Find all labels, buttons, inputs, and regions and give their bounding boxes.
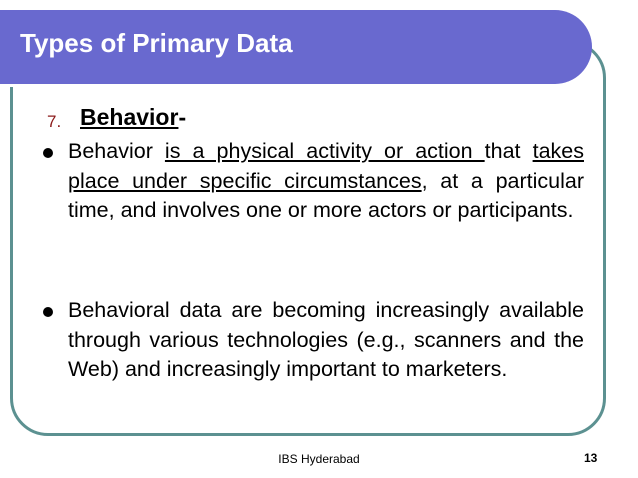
item-heading — [80, 104, 186, 131]
bullet-1-underlined-text: takes place under specific circumstances — [68, 139, 584, 193]
bullet-icon — [43, 307, 53, 317]
bullet-1-text: Behavior — [68, 139, 165, 163]
item-heading-suffix: - — [178, 104, 187, 130]
bullet-1-text: that — [484, 139, 533, 163]
page-number: 13 — [584, 451, 598, 465]
item-heading-text: Behavior — [80, 104, 179, 130]
footer-text: IBS Hyderabad — [278, 452, 360, 466]
bullet-1-underlined-text: is a physical activity or action — [164, 139, 485, 163]
bullet-icon — [43, 148, 53, 158]
slide-title: Types of Primary Data — [20, 28, 293, 58]
bullet-1-text: , at a particular time, and involves one or more actors or participants. — [68, 168, 584, 222]
item-number: 7. — [47, 112, 62, 131]
bullet-paragraph-2: Behavioral data are becoming increasingly available through various technologies (e.g., scanners and the Web) and increasingly important to marketers. — [68, 298, 584, 381]
bullet-paragraph-1 — [68, 137, 584, 226]
